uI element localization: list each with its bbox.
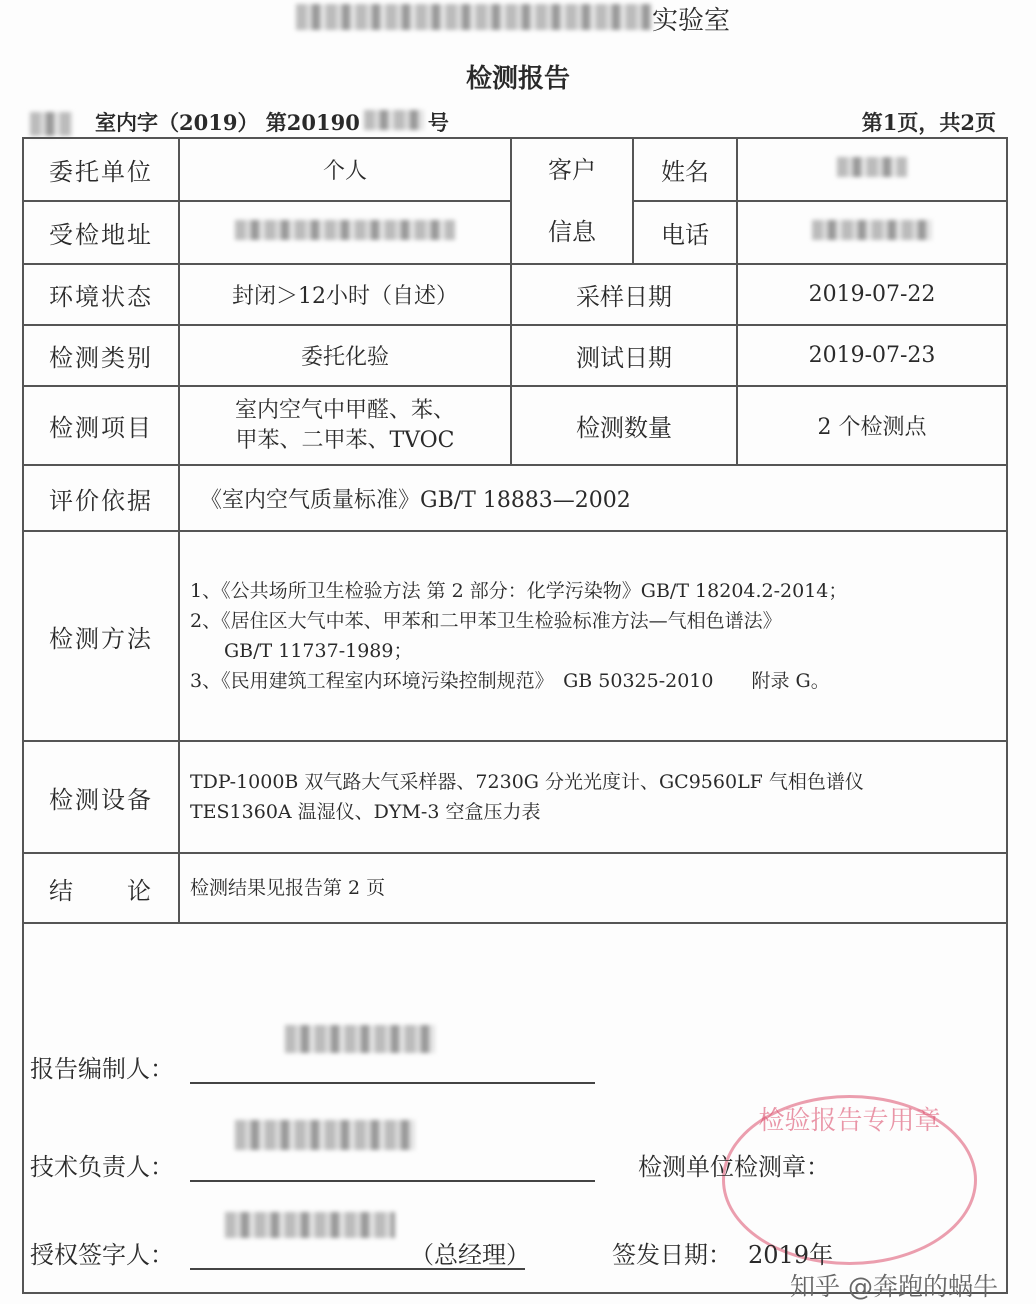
items-label: 检测项目 xyxy=(23,386,179,465)
count-label: 检测数量 xyxy=(511,386,737,465)
equipment-line: TES1360A 温湿仪、DYM-3 空盒压力表 xyxy=(190,801,541,823)
doc-no-suffix: 号 xyxy=(427,110,449,135)
issue-date-label: 签发日期： xyxy=(612,1241,732,1269)
entrust-value: 个人 xyxy=(179,138,511,201)
items-line: 室内空气中甲醛、苯、 xyxy=(234,397,455,423)
test-date: 2019-07-23 xyxy=(737,325,1007,386)
equipment-line: TDP-1000B 双气路大气采样器、7230G 分光光度计、GC9560LF 气相色谱仪 xyxy=(190,771,864,793)
info-label: 信息 xyxy=(548,218,596,246)
page-title: 检测报告 xyxy=(465,64,570,94)
redacted-prefix xyxy=(30,112,72,136)
method-item: 2、《居住区大气中苯、甲苯和二甲苯卫生检验标准方法—气相色谱法》 xyxy=(190,610,782,632)
equipment-label: 检测设备 xyxy=(23,741,179,853)
seal-text: 检验报告专用章 xyxy=(758,1106,941,1136)
env-label: 环境状态 xyxy=(23,264,179,325)
preparer-signature xyxy=(285,1025,435,1053)
tech-signature xyxy=(235,1120,415,1150)
doc-no-prefix: 室内字（2019） 第20190 xyxy=(95,110,360,135)
authorized-title: （总经理） xyxy=(410,1241,530,1269)
equipment-list xyxy=(179,741,1007,853)
page-info: 第1页，共2页 xyxy=(861,110,996,135)
category-label: 检测类别 xyxy=(23,325,179,386)
basis-value: 《室内空气质量标准》GB/T 18883—2002 xyxy=(179,465,1007,531)
redacted-doc-no xyxy=(364,110,424,130)
conclusion-label: 结 论 xyxy=(23,853,179,923)
items-line: 甲苯、二甲苯、TVOC xyxy=(235,427,455,453)
preparer-signature-line xyxy=(190,1082,595,1084)
entrust-label: 委托单位 xyxy=(23,138,179,201)
preparer-label: 报告编制人： xyxy=(30,1055,174,1083)
method-item: 1、《公共场所卫生检验方法 第 2 部分：化学污染物》GB/T 18204.2-2014； xyxy=(190,580,848,602)
phone-value xyxy=(737,201,1007,264)
method-label: 检测方法 xyxy=(23,531,179,741)
issue-date: 2019年 xyxy=(748,1241,834,1269)
test-date-label: 测试日期 xyxy=(511,325,737,386)
name-label: 姓名 xyxy=(633,138,737,201)
redacted-lab-name xyxy=(296,4,652,30)
tech-label: 技术负责人： xyxy=(30,1153,174,1181)
sample-date-label: 采样日期 xyxy=(511,264,737,325)
conclusion-value: 检测结果见报告第 2 页 xyxy=(179,853,1007,923)
watermark: 知乎 @奔跑的蜗牛 xyxy=(790,1272,998,1301)
client-info-label xyxy=(511,138,633,264)
address-label: 受检地址 xyxy=(23,201,179,264)
sample-date: 2019-07-22 xyxy=(737,264,1007,325)
env-value: 封闭＞12小时（自述） xyxy=(179,264,511,325)
count-value: 2 个检测点 xyxy=(737,386,1007,465)
tech-signature-line xyxy=(190,1180,595,1182)
basis-label: 评价依据 xyxy=(23,465,179,531)
method-list xyxy=(179,531,1007,741)
method-item: GB/T 11737-1989； xyxy=(224,640,413,662)
category-value: 委托化验 xyxy=(179,325,511,386)
document-number xyxy=(95,107,449,137)
authorized-signature xyxy=(225,1212,395,1238)
seal-label: 检测单位检测章： xyxy=(638,1153,830,1181)
phone-label: 电话 xyxy=(633,201,737,264)
address-value xyxy=(179,201,511,264)
name-value xyxy=(737,138,1007,201)
items-value xyxy=(179,386,511,465)
client-label: 客户 xyxy=(548,156,596,184)
method-item: 3、《民用建筑工程室内环境污染控制规范》 GB 50325-2010 附录 G。 xyxy=(190,670,830,692)
lab-suffix: 实验室 xyxy=(652,6,731,36)
authorized-label: 授权签字人： xyxy=(30,1241,174,1269)
